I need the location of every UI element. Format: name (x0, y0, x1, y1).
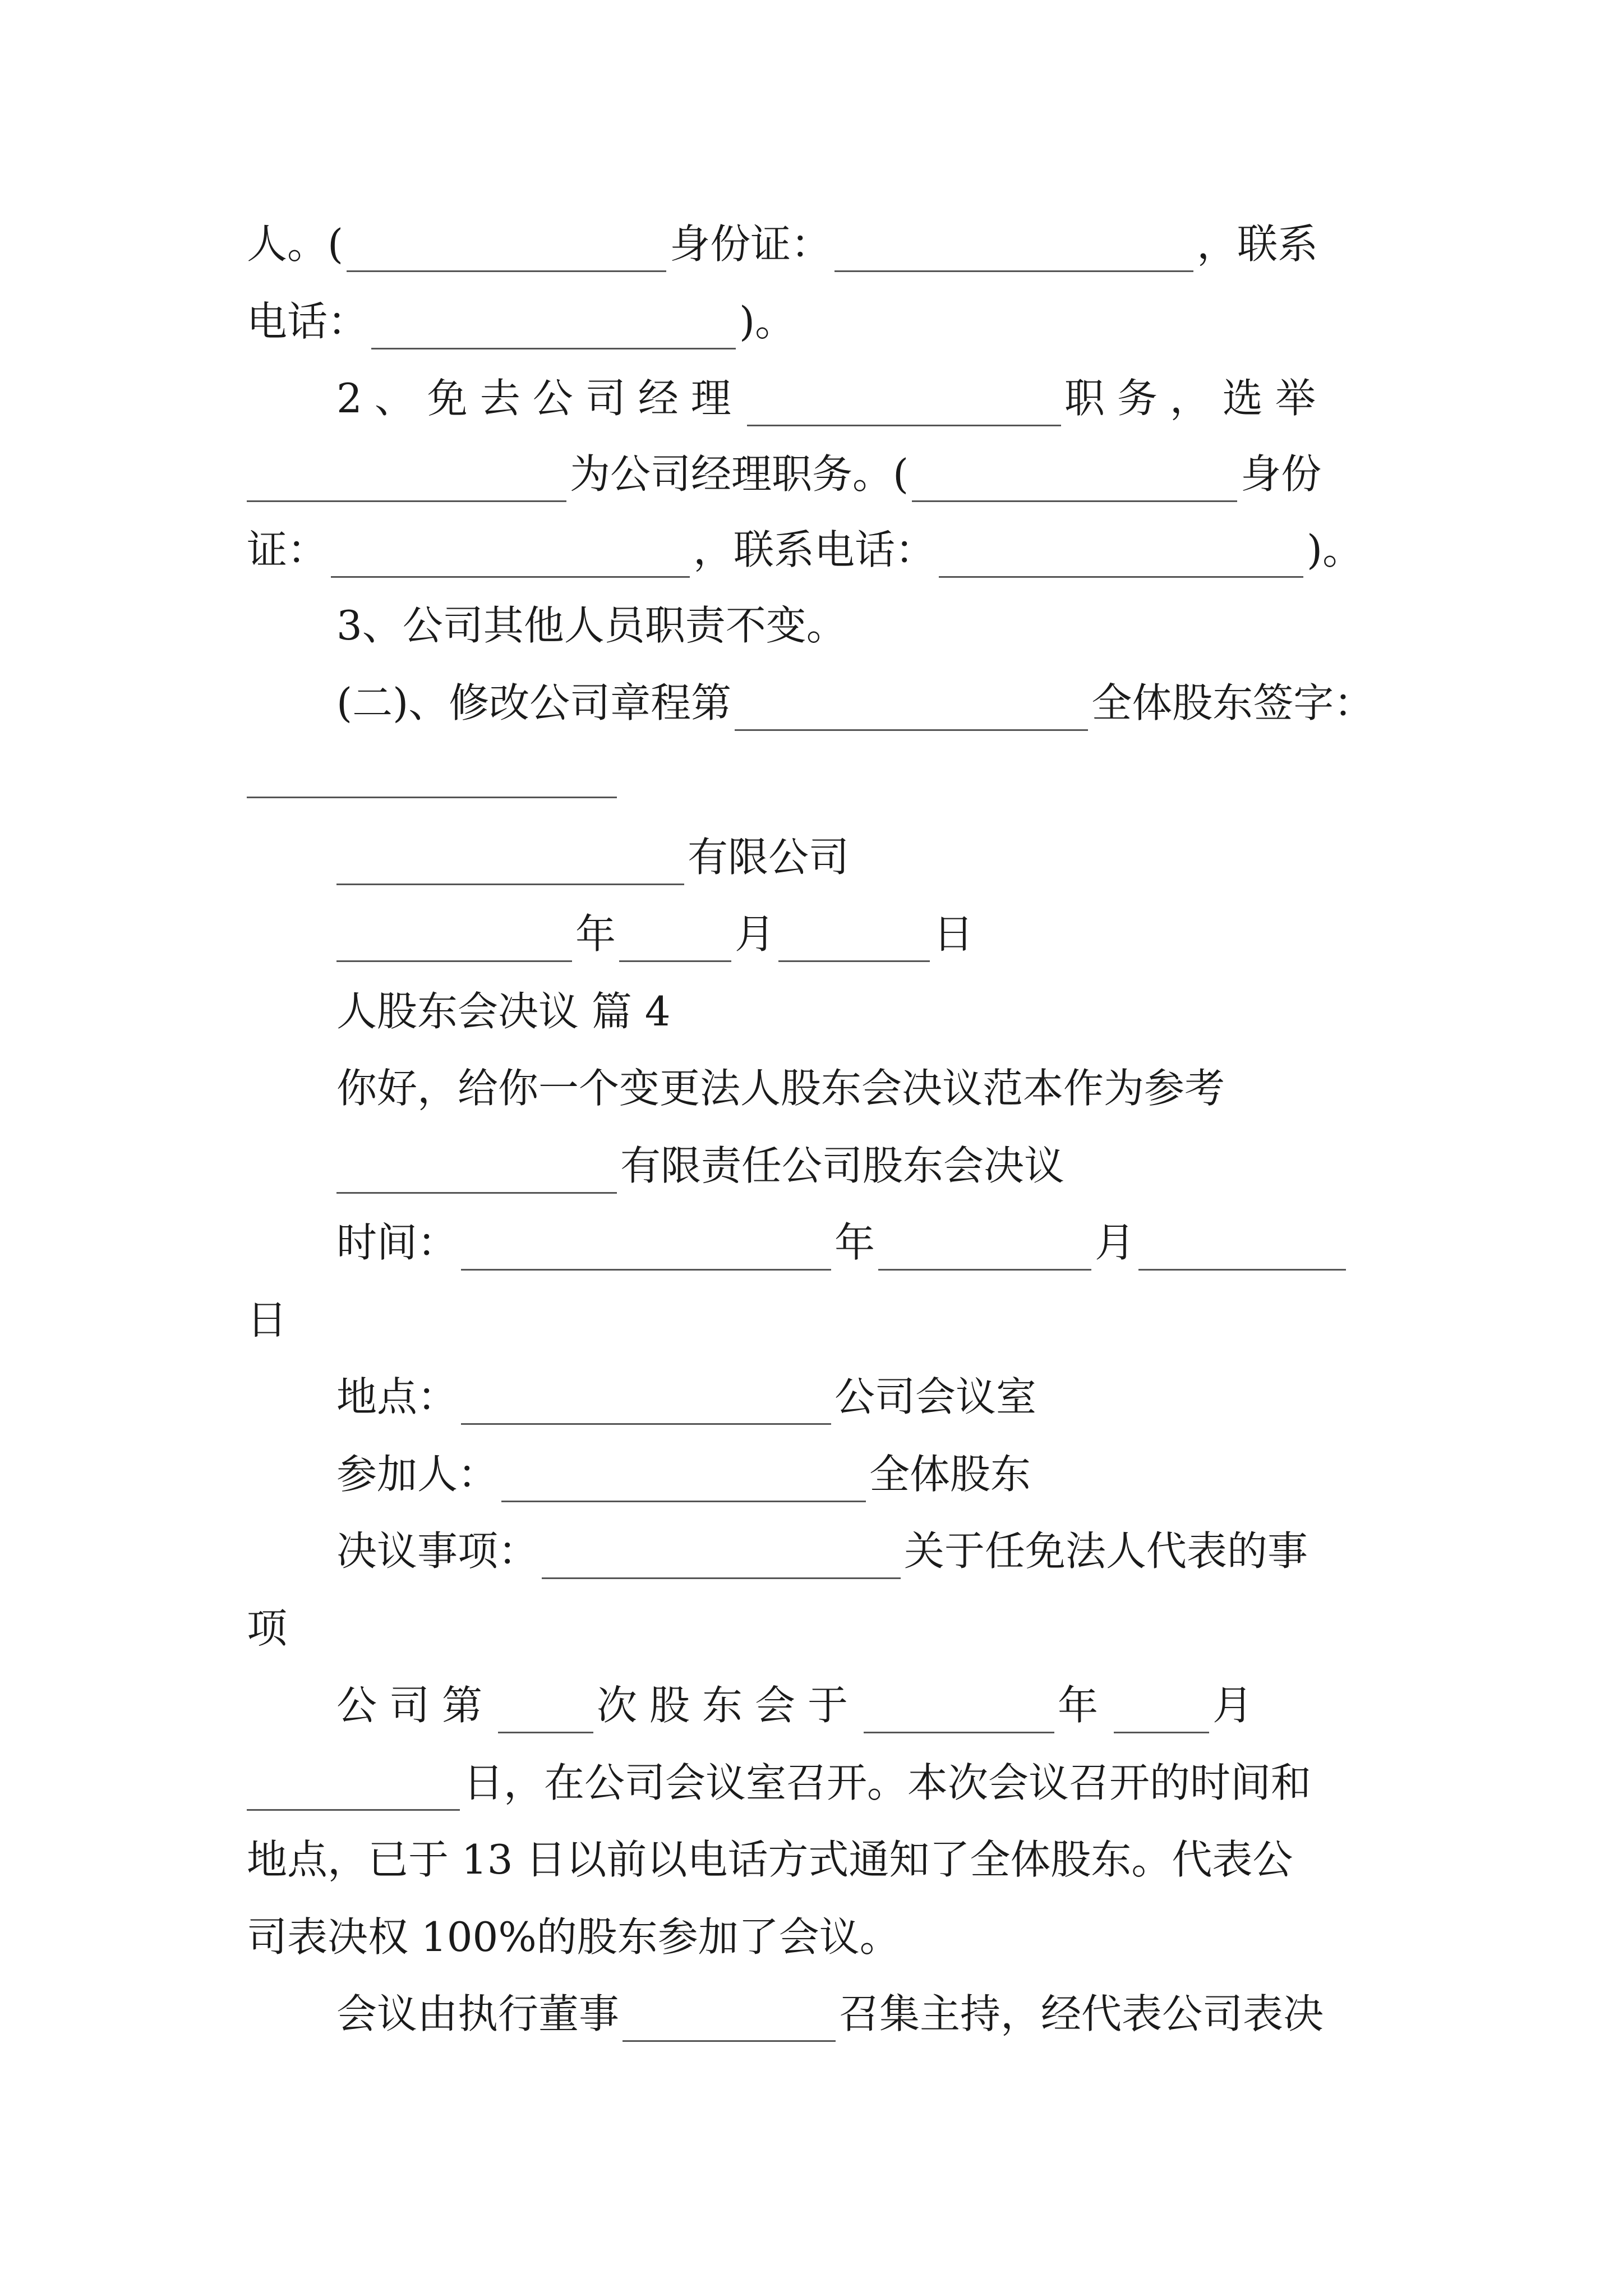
text-segment: 电话： (247, 298, 368, 345)
text-segment: 全体股东 (869, 1451, 1031, 1498)
text-line-6 (336, 597, 1396, 654)
text-line-12 (336, 1138, 1396, 1194)
text-line-15 (336, 1369, 1396, 1425)
text-segment: 证： (247, 526, 328, 573)
text-segment: 你好，给你一个变更法人股东会决议范本作为参考 (336, 1065, 1225, 1112)
text-line-20 (247, 1755, 1396, 1811)
text-line-13 (336, 1214, 1396, 1271)
text-segment: )。 (1307, 526, 1363, 573)
text-segment: 时间： (336, 1219, 458, 1266)
text-segment: 日，在公司会议室召开。本次会议召开的时间和 (463, 1759, 1312, 1806)
blank-field (747, 385, 1061, 426)
text-segment: 3、公司其他人员职责不变。 (336, 602, 847, 649)
blank-field (247, 461, 566, 502)
text-segment: 年 (834, 1219, 875, 1266)
blank-field (939, 537, 1303, 578)
signature-line (247, 797, 617, 798)
text-segment: 全体股东签字： (1091, 679, 1375, 726)
text-line-21 (247, 1832, 1396, 1888)
text-line-11 (336, 1060, 1396, 1116)
blank-field (336, 844, 684, 885)
text-line-8 (336, 829, 1396, 885)
text-segment: 职务，选举 (1064, 375, 1328, 422)
text-line-19 (336, 1677, 1396, 1733)
text-segment: 公司第 (336, 1682, 495, 1729)
blank-field (1138, 1230, 1346, 1271)
blank-field (336, 921, 572, 962)
text-segment: 司表决权 100%的股东参加了会议。 (247, 1913, 900, 1961)
text-line-3 (336, 370, 1396, 426)
text-line-4 (247, 446, 1396, 502)
text-line-14 (247, 1292, 1396, 1348)
text-segment: 决议事项： (336, 1527, 539, 1575)
text-segment: 月 (735, 910, 776, 958)
text-segment: 日 (933, 910, 974, 958)
text-line-2 (247, 293, 1396, 349)
blank-field (623, 2001, 836, 2042)
blank-field (347, 231, 666, 272)
text-line-9 (336, 906, 1396, 962)
text-segment: 召集主持，经代表公司表决 (839, 1990, 1324, 2037)
text-line-16 (336, 1446, 1396, 1502)
blank-field (912, 461, 1237, 502)
text-segment: 年 (1058, 1682, 1111, 1729)
blank-field (498, 1692, 593, 1733)
text-line-7 (336, 675, 1396, 731)
text-segment: 月 (1095, 1219, 1136, 1266)
text-line-1 (247, 216, 1396, 272)
blank-field (735, 690, 1088, 731)
text-segment: 2、免去公司经理 (336, 375, 744, 422)
blank-field (371, 309, 736, 349)
text-segment: 地点，已于 13 日以前以电话方式通知了全体股东。代表公 (247, 1836, 1293, 1883)
text-segment: 地点： (336, 1373, 458, 1420)
text-segment: )。 (739, 298, 796, 345)
blank-field (247, 1770, 460, 1811)
text-segment: 日 (247, 1296, 288, 1343)
text-segment: 公司会议室 (834, 1373, 1037, 1420)
blank-field (461, 1384, 831, 1425)
text-segment: ，联系 (1197, 220, 1318, 268)
blank-field (619, 921, 731, 962)
text-line-17 (336, 1523, 1396, 1579)
blank-field (501, 1461, 866, 1502)
text-segment: 有限责任公司股东会决议 (620, 1142, 1065, 1189)
text-segment: 年 (575, 910, 616, 958)
text-segment: 月 (1212, 1682, 1266, 1729)
text-line-10 (336, 983, 1396, 1039)
text-segment: 身份 (1241, 450, 1322, 498)
blank-field (542, 1538, 901, 1579)
text-segment: 参加人： (336, 1451, 499, 1498)
blank-field (864, 1692, 1054, 1733)
text-line-23 (336, 1986, 1396, 2042)
text-segment: 关于任免法人代表的事 (904, 1527, 1308, 1575)
section-heading: 人股东会决议 篇 4 (336, 988, 671, 1035)
text-segment: 次股东会于 (597, 1682, 861, 1729)
blank-field (336, 1153, 617, 1194)
text-line-5 (247, 522, 1396, 578)
text-segment: 身份证： (670, 220, 832, 268)
text-segment: 项 (247, 1605, 288, 1652)
text-segment: 有限公司 (688, 834, 850, 881)
blank-field (878, 1230, 1091, 1271)
text-segment: 人。( (247, 220, 344, 268)
blank-field (834, 231, 1193, 272)
blank-field (778, 921, 930, 962)
text-segment: 为公司经理职务。( (570, 450, 909, 498)
text-segment: 会议由执行董事 (336, 1990, 620, 2037)
text-segment: ，联系电话： (693, 526, 936, 573)
text-line-22 (247, 1909, 1396, 1965)
blank-field (461, 1230, 831, 1271)
text-segment: (二)、修改公司章程第 (336, 679, 732, 726)
blank-field (331, 537, 690, 578)
blank-field (1114, 1692, 1209, 1733)
text-line-18 (247, 1600, 1396, 1657)
